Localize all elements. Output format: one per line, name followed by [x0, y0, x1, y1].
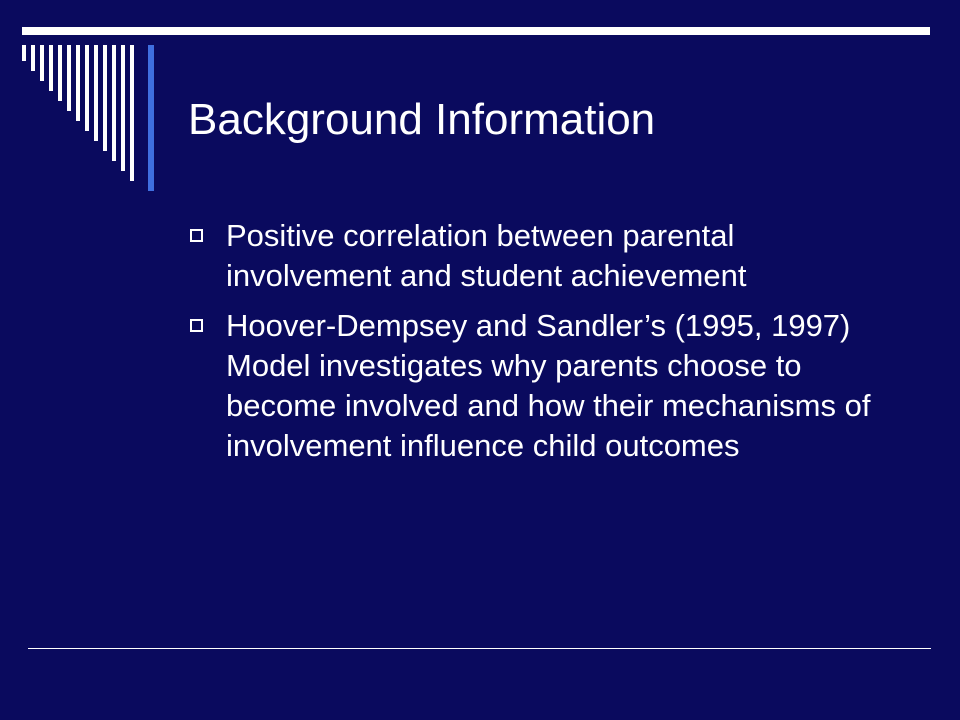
- comb-line: [112, 45, 116, 161]
- decorative-comb-lines: [0, 0, 170, 200]
- hollow-square-icon: [190, 319, 203, 332]
- hollow-square-icon: [190, 229, 203, 242]
- comb-line: [49, 45, 53, 91]
- bullet-text: Hoover-Dempsey and Sandler’s (1995, 1997) Model investigates why parents choose to become involved and how their mechanisms of involvement influence child outcomes: [226, 308, 871, 463]
- comb-line: [103, 45, 107, 151]
- comb-line: [121, 45, 125, 171]
- comb-line: [130, 45, 134, 181]
- comb-line: [58, 45, 62, 101]
- comb-line: [76, 45, 80, 121]
- accent-bar: [148, 45, 154, 191]
- bullet-list: [188, 216, 908, 476]
- comb-line: [22, 45, 26, 61]
- bullet-item: [188, 216, 908, 296]
- bullet-item: [188, 306, 908, 466]
- comb-line: [94, 45, 98, 141]
- slide-title: Background Information: [188, 95, 656, 144]
- comb-line: [31, 45, 35, 71]
- comb-line: [67, 45, 71, 111]
- bottom-rule: [28, 648, 931, 649]
- comb-line: [85, 45, 89, 131]
- bullet-text: Positive correlation between parental involvement and student achievement: [226, 218, 747, 293]
- comb-line: [40, 45, 44, 81]
